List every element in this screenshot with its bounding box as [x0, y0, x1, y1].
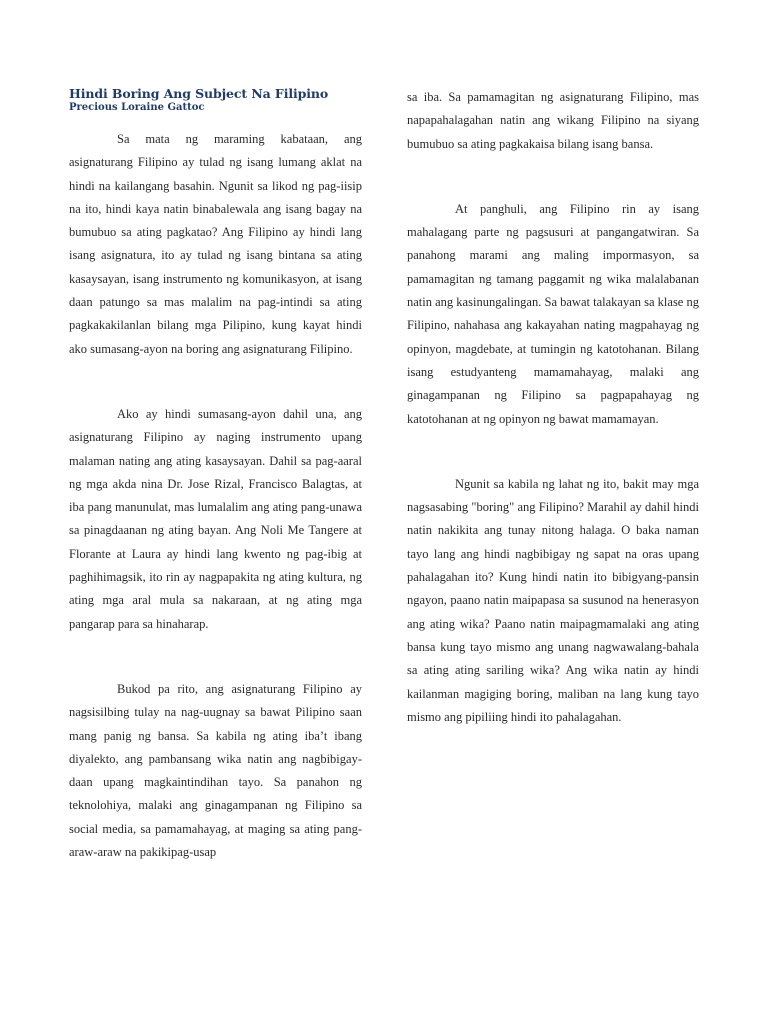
paragraph-intro: Sa mata ng maraming kabataan, ang asignaturang Filipino ay tulad ng isang lumang aklat na hindi na kailangang basahin. Ngunit sa likod ng pag-iisip na ito, hindi kaya natin binabalewala ang isang bagay na bumubuo sa ating pagkatao? Ang Filipino ay hindi lang isang asignatura, ito ay tulad ng isang bintana sa ating kasaysayan, isang instrumento ng komunikasyon, at isang daan patungo sa mas malalim na pag-intindi sa ating pagkakakilanlan bilang mga Pilipino, kung kayat hindi ako sumasang-ayon na boring ang asignaturang Filipino. [69, 132, 362, 356]
right-column [407, 86, 699, 729]
paragraph-conclusion: Ngunit sa kabila ng lahat ng ito, bakit may mga nagsasabing "boring" ang Filipino? Marahil ay dahil hindi natin nakikita ang tunay nitong halaga. O baka naman tayo lang ang hindi nagbibigay ng sapat na oras upang pahalagahan ito? Kung hindi natin ito bibigyang-pansin ngayon, paano natin maipapasa sa susunod na henerasyon ang ating wika? Paano natin maipagmamalaki ang ating bansa kung tayo mismo ang unang nagwawalang-bahala sa ating ating sariling wika? Ang wika natin ay hindi kailanman magiging boring, maliban na lang kung tayo mismo ang pipiliing hindi ito pahalagahan. [407, 476, 699, 724]
paragraph-history: Ako ay hindi sumasang-ayon dahil una, ang asignaturang Filipino ay naging instrumento upang malaman nating ang ating kasaysayan. Dahil sa pag-aaral ng mga akda nina Dr. Jose Rizal, Francisco Balagtas, at iba pang manunulat, mas lumalalim ang ating pang-unawa sa pinagdaanan ng ating bayan. Ang Noli Me Tangere at Florante at Laura ay hindi lang kwento ng pag-ibig at paghihimagsik, ito rin ay nagpapakita ng ating kultura, ng ating mga aral mula sa nakaraan, at ng ating mga pangarap para sa hinaharap. [69, 406, 362, 631]
left-column [69, 86, 362, 864]
article-author: Precious Loraine Gattoc [69, 102, 205, 113]
article-title: Hindi Boring Ang Subject Na Filipino [69, 86, 329, 101]
paragraph-unity-continued: sa iba. Sa pamamagitan ng asignaturang Filipino, mas napapahalagahan natin ang wikang Filipino na siyang bumubuo sa ating pagkakaisa bilang isang bansa. [407, 90, 699, 151]
paragraph-reasoning: At panghuli, ang Filipino rin ay isang mahalagang parte ng pagsusuri at pangangatwiran. Sa panahong marami ang maling impormasyon, sa pamamagitan ng tamang paggamit ng wika malalabanan natin ang kasinungalingan. Sa bawat talakayan sa klase ng Filipino, nahahasa ang kakayahan nating magpahayag ng opinyon, magdebate, at tumingin ng katotohanan. Bilang isang estudyanteng mamamahayag, malaki ang ginagampanan ng Filipino sa pagpapahayag ng katotohanan at ng opinyon ng bawat mamamayan. [407, 201, 699, 426]
paragraph-unity: Bukod pa rito, ang asignaturang Filipino ay nagsisilbing tulay na nag-uugnay sa bawat Pilipino saan mang panig ng bansa. Sa kabila ng ating iba’t ibang diyalekto, ang pambansang wika natin ang nagbibigay-daan upang magkaintindihan tayo. Sa panahon ng teknolohiya, malaki ang ginagampanan ng Filipino sa social media, sa pamamahayag, at maging sa ating pang-araw-araw na pakikipag-usap [69, 681, 362, 860]
